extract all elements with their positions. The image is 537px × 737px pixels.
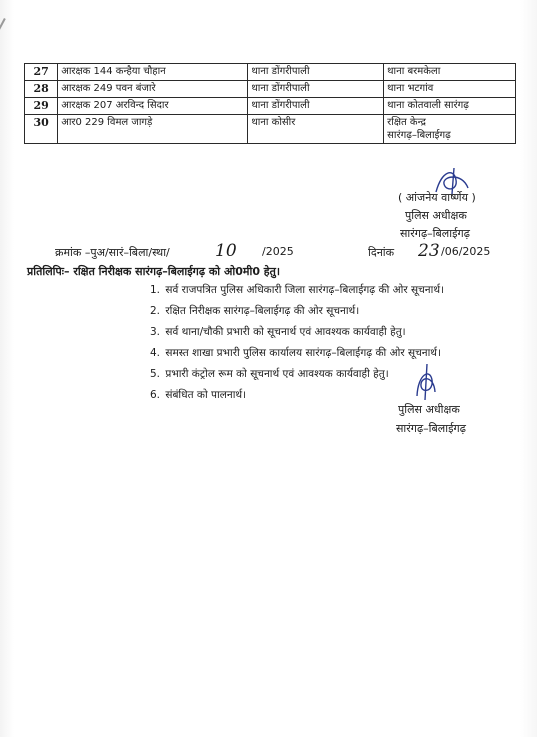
transfer-table bbox=[24, 63, 516, 144]
from-station-cell: थाना डोंगरीपाली bbox=[248, 98, 384, 115]
copy-list bbox=[150, 283, 444, 409]
copy-list-item bbox=[150, 367, 444, 388]
signature-bottom-image bbox=[412, 362, 438, 402]
to-station-cell bbox=[384, 64, 516, 81]
copy-list-item bbox=[150, 346, 444, 367]
copy-item-text: प्रभारी कंट्रोल रूम को सूचनार्थ एवं आवश्यक कार्यवाही हेतु। bbox=[165, 368, 389, 380]
table-row bbox=[25, 115, 516, 144]
table-row bbox=[25, 98, 516, 115]
table-row bbox=[25, 64, 516, 81]
to-station-line: थाना बरमकेला bbox=[387, 66, 441, 77]
date-label: दिनांक bbox=[368, 246, 395, 259]
copy-list-item bbox=[150, 325, 444, 346]
reference-number: 10 bbox=[215, 241, 237, 261]
copy-item-number: 5. bbox=[150, 368, 161, 380]
copy-heading: प्रतिलिपिः– रक्षित निरीक्षक सारंगढ़–बिलाईगढ़ को ओ0मी0 हेतु। bbox=[27, 265, 281, 278]
signatory-designation-bottom: पुलिस अधीक्षक bbox=[398, 403, 460, 416]
from-station-cell: थाना डोंगरीपाली bbox=[248, 81, 384, 98]
copy-item-text: समस्त शाखा प्रभारी पुलिस कार्यालय सारंगढ़–बिलाईगढ़ की ओर सूचनार्थ। bbox=[165, 347, 441, 359]
copy-item-number: 6. bbox=[150, 389, 161, 401]
copy-item-number: 4. bbox=[150, 347, 161, 359]
reference-year: /2025 bbox=[262, 245, 294, 258]
employee-name-cell: आर0 229 विमल जागड़े bbox=[58, 115, 248, 144]
to-station-line: रक्षित केन्द्र bbox=[387, 117, 426, 128]
copy-item-number: 3. bbox=[150, 326, 161, 338]
transfer-table-body bbox=[25, 64, 516, 144]
employee-name-cell: आरक्षक 144 कन्हैया चौहान bbox=[58, 64, 248, 81]
to-station-line: सारंगढ़–बिलाईगढ़ bbox=[387, 130, 451, 141]
employee-name-cell: आरक्षक 249 पवन बंजारे bbox=[58, 81, 248, 98]
copy-item-text: संबंधित को पालनार्थ। bbox=[165, 389, 247, 401]
date-month-year: /06/2025 bbox=[441, 245, 491, 258]
date-day: 23 bbox=[418, 241, 440, 261]
to-station-cell bbox=[384, 115, 516, 144]
copy-item-text: रक्षित निरीक्षक सारंगढ़–बिलाईगढ़ की ओर सूचनार्थ। bbox=[165, 305, 360, 317]
reference-label: क्रमांक –पुअ/सारं–बिला/स्था/ bbox=[55, 246, 170, 259]
employee-name-cell: आरक्षक 207 अरविन्द सिदार bbox=[58, 98, 248, 115]
serial-number-cell: 28 bbox=[25, 81, 58, 98]
from-station-cell: थाना डोंगरीपाली bbox=[248, 64, 384, 81]
to-station-cell bbox=[384, 81, 516, 98]
serial-number-cell: 29 bbox=[25, 98, 58, 115]
signatory-place-bottom: सारंगढ़–बिलाईगढ़ bbox=[396, 422, 466, 435]
copy-item-number: 1. bbox=[150, 284, 161, 296]
copy-list-item bbox=[150, 283, 444, 304]
to-station-line: थाना भटगांव bbox=[387, 83, 434, 94]
serial-number-cell: 30 bbox=[25, 115, 58, 144]
to-station-line: थाना कोतवाली सारंगढ़ bbox=[387, 100, 469, 111]
table-row bbox=[25, 81, 516, 98]
to-station-cell bbox=[384, 98, 516, 115]
copy-list-item bbox=[150, 304, 444, 325]
copy-item-number: 2. bbox=[150, 305, 161, 317]
signatory-place: सारंगढ़–बिलाईगढ़ bbox=[400, 227, 470, 240]
copy-item-text: सर्व राजपत्रित पुलिस अधिकारी जिला सारंगढ़–बिलाईगढ़ की ओर सूचनार्थ। bbox=[165, 284, 445, 296]
from-station-cell: थाना कोसीर bbox=[248, 115, 384, 144]
copy-item-text: सर्व थाना/चौकी प्रभारी को सूचनार्थ एवं आवश्यक कार्यवाही हेतु। bbox=[165, 326, 406, 338]
signatory-designation: पुलिस अधीक्षक bbox=[405, 209, 467, 222]
signatory-name: ( आंजनेय वार्ष्णेय ) bbox=[398, 191, 476, 204]
serial-number-cell: 27 bbox=[25, 64, 58, 81]
